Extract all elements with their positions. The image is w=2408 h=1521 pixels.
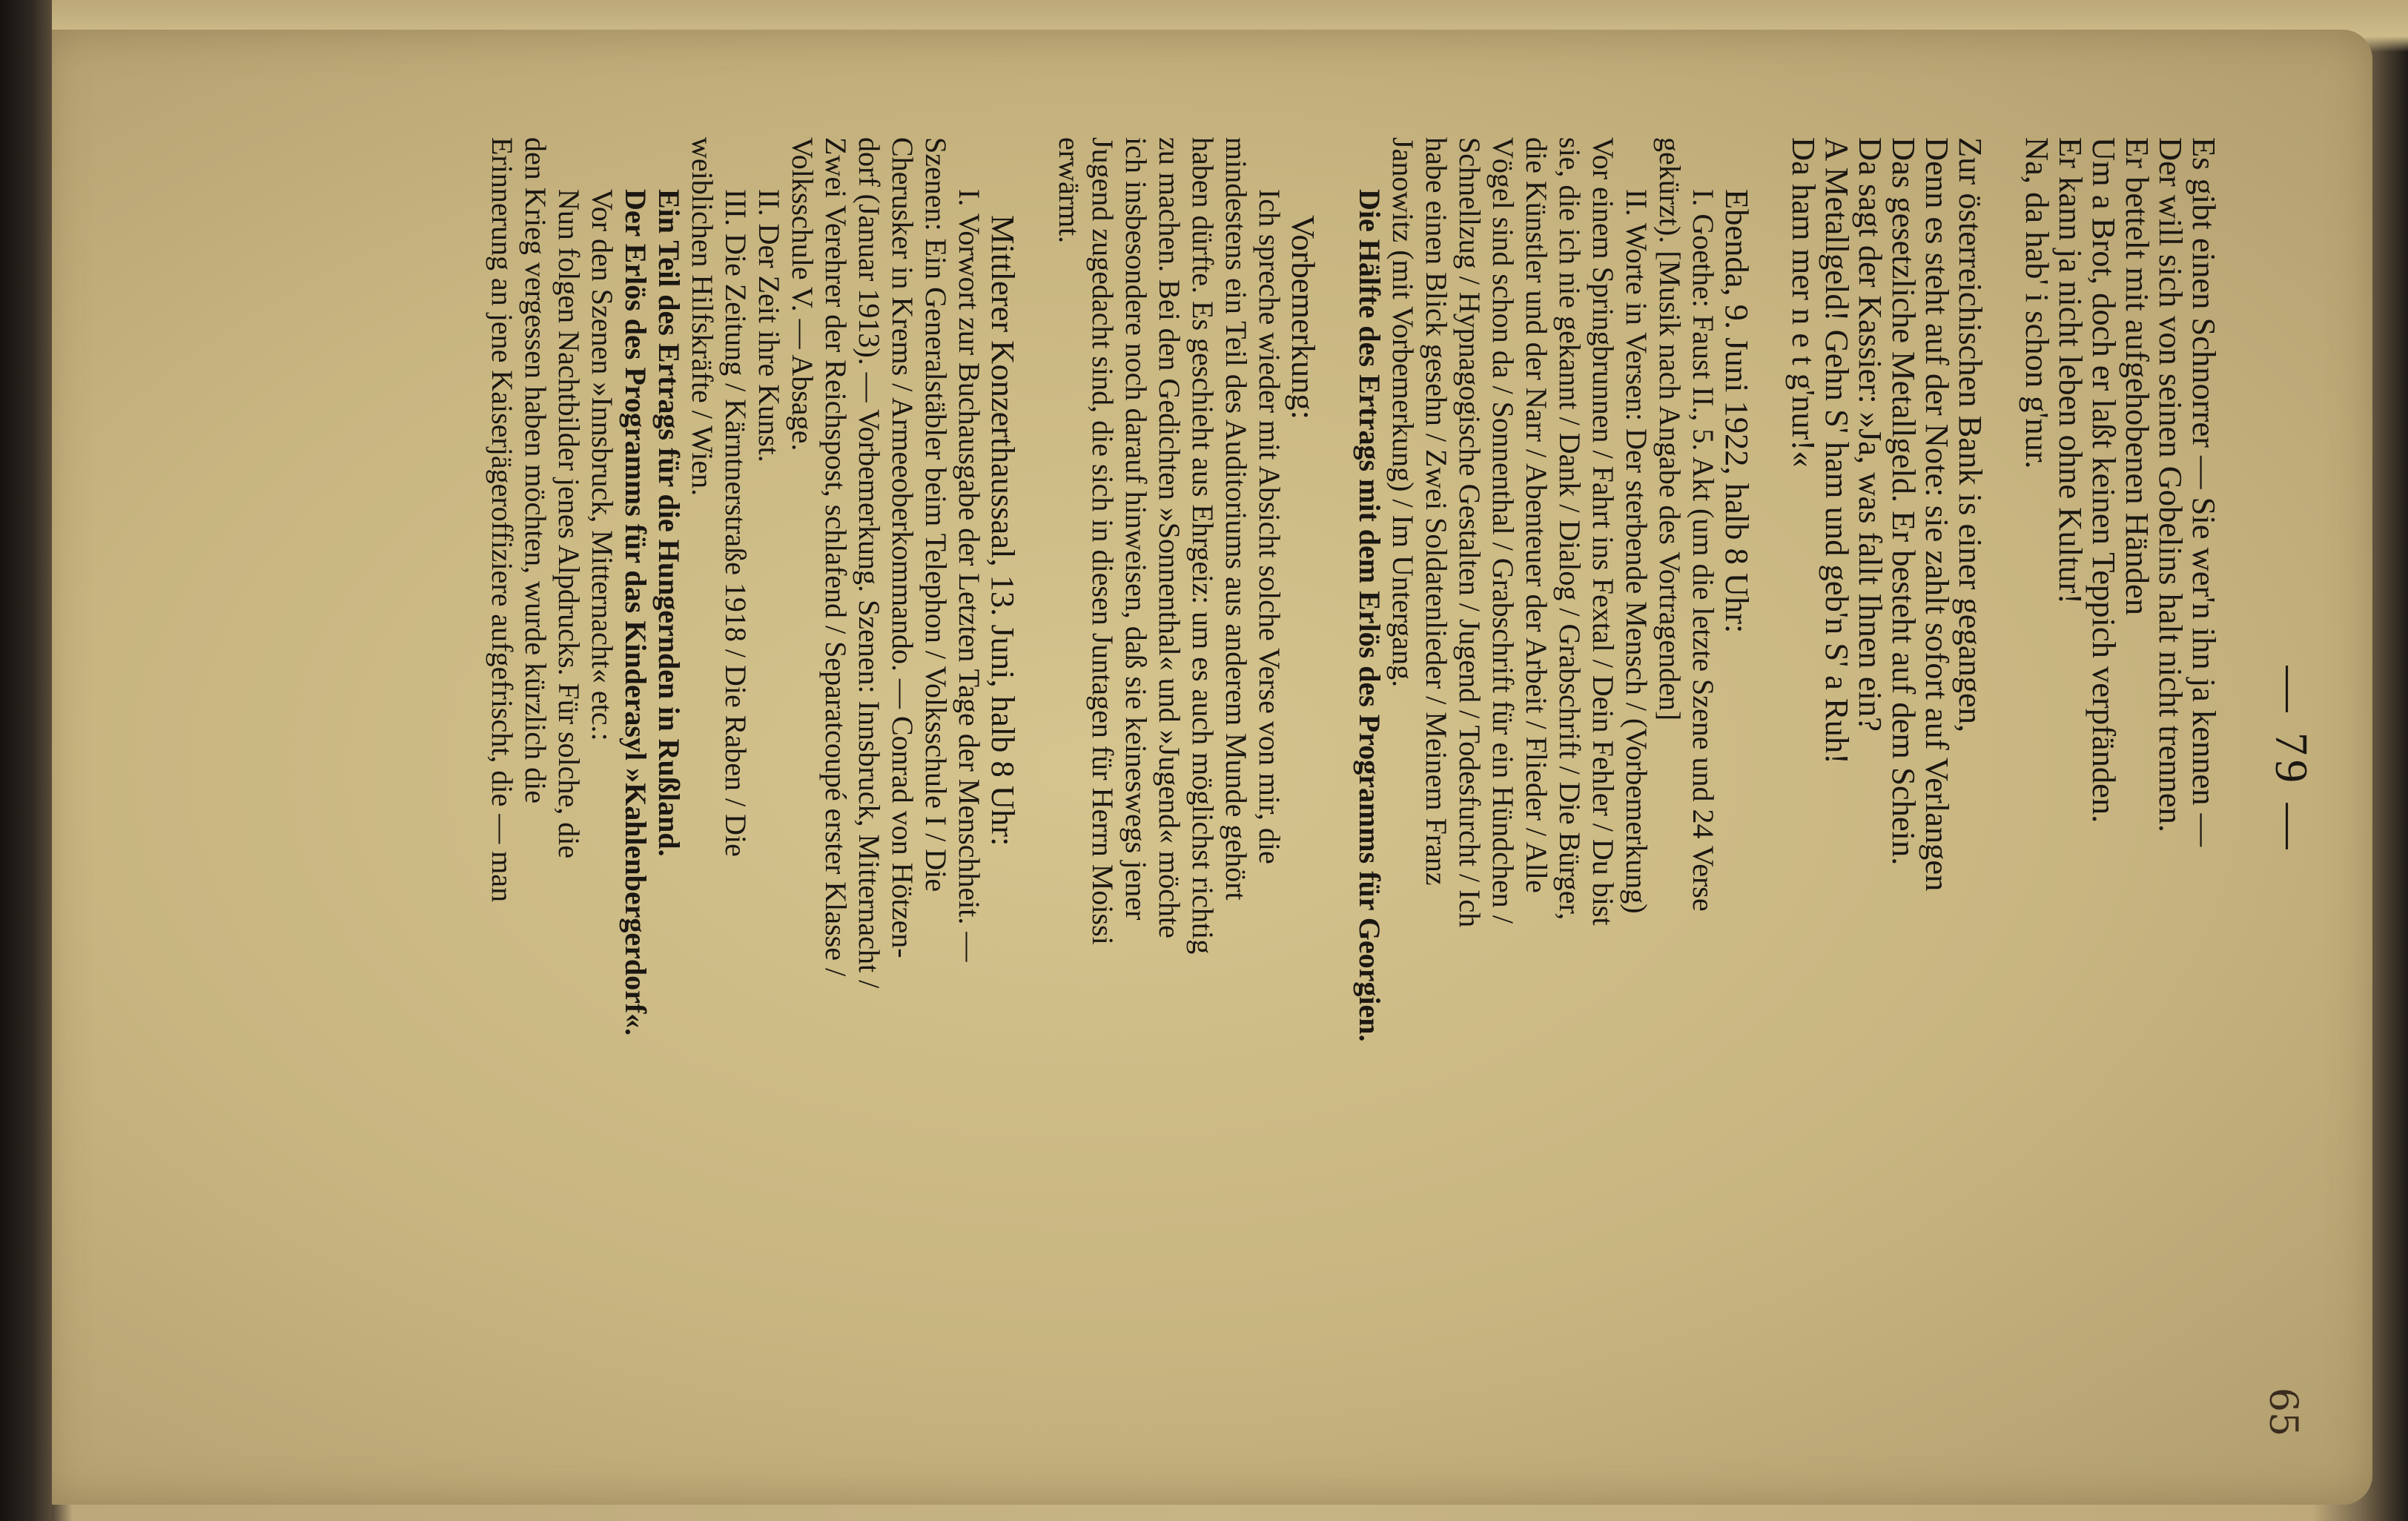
verse-line: A Metallgeld! Gehn S' ham und geb'n S' a Ruh! (1819, 137, 1856, 764)
preface-line: ich insbesondere noch darauf hinweisen, daß sie keineswegs jener (1119, 137, 1153, 921)
proceeds-note: Ein Teil des Ertrags für die Hungernden in Rußland. (652, 189, 686, 857)
program-line: weiblichen Hilfskräfte / Wien. (686, 137, 719, 497)
verse-line: Um a Brot, doch er laßt keinen Teppich verpfänden. (2086, 137, 2123, 824)
proceeds-note: Die Hälfte des Ertrags mit dem Erlös des Programms für Georgien. (1353, 189, 1386, 1042)
program-line: gekürzt). [Musik nach Angabe des Vortragenden] (1653, 137, 1687, 721)
preface-line: erwärmt. (1053, 137, 1086, 244)
page-number: — 79 — (2266, 666, 2316, 854)
preface-line: haben dürfte. Es geschieht aus Ehrgeiz: um es auch möglichst richtig (1186, 137, 1220, 955)
rotated-text-block (315, 137, 2317, 1382)
program-line: I. Vorwort zur Buchausgabe der Letzten Tage der Menschheit. — (953, 189, 986, 962)
verse-line: Er kann ja nicht leben ohne Kultur! (2052, 137, 2089, 605)
program-line: dorf (Januar 1913). — Vorbemerkung. Szenen: Innsbruck, Mitternacht / (853, 137, 886, 989)
event-heading: Mittlerer Konzerthaussaal, 13. Juni, halb 8 Uhr: (985, 215, 1022, 846)
program-line: habe einen Blick gesehn / Zwei Soldatenlieder / Meinem Franz (1420, 137, 1453, 886)
verse-line: Das gesetzliche Metallgeld. Er besteht auf dem Schein. (1885, 137, 1922, 866)
preface-line: zu machen. Bei den Gedichten »Sonnenthal« und »Jugend« möchte (1153, 137, 1186, 938)
preface-line: Erinnerung an jene Kaiserjägeroffiziere aufgefrischt, die — man (486, 137, 519, 903)
program-line: II. Worte in Versen: Der sterbende Mensch / (Vorbemerkung) (1620, 189, 1653, 914)
program-line: Vögel sind schon da / Sonnenthal / Grabschrift für ein Hündchen / (1486, 137, 1520, 924)
proceeds-note: Der Erlös des Programms für das Kinderasyl »Kahlenbergerdorf«. (619, 189, 652, 1036)
book-spine (0, 0, 52, 1521)
program-line: Volksschule V. — Absage. (786, 137, 819, 451)
verse-line: Der will sich von seinen Gobelins halt nicht trennen. (2152, 137, 2189, 832)
event-heading: Ebenda, 9. Juni 1922, halb 8 Uhr: (1719, 189, 1756, 634)
preface-line: Jugend zugedacht sind, die sich in diesen Juntagen für Herrn Moissi (1086, 137, 1119, 945)
program-line: die Künstler und der Narr / Abenteuer der Arbeit / Flieder / Alle (1520, 137, 1553, 893)
program-line: Janowitz (mit Vorbemerkung) / Im Untergang. (1386, 137, 1420, 688)
preface-line: Vor den Szenen »Innsbruck, Mitternacht« etc.: (586, 189, 619, 741)
program-line: Vor einem Springbrunnen / Fahrt ins Fextal / Dein Fehler / Du bist (1587, 137, 1620, 926)
program-line: Zwei Verehrer der Reichspost, schlafend / Separatcoupé erster Klasse / (819, 137, 853, 977)
verse-line: Da ham mer n e t g'nur!« (1785, 137, 1822, 468)
preface-heading: Vorbemerkung: (1285, 215, 1322, 420)
preface-line: den Krieg vergessen haben möchten, wurde kürzlich die (519, 137, 552, 803)
program-line: III. Die Zeitung / Kärntnerstraße 1918 / Die Raben / Die (719, 189, 752, 857)
program-line: II. Der Zeit ihre Kunst. (752, 189, 786, 463)
preface-line: mindestens ein Teil des Auditoriums aus anderem Munde gehört (1220, 137, 1253, 901)
preface-line: Nun folgen Nachtbilder jenes Alpdrucks. Für solche, die (552, 189, 586, 859)
program-line: Szenen: Ein Generalstäbler beim Telephon / Volksschule I / Die (919, 137, 953, 892)
program-line: Cherusker in Krems / Armeeoberkommando. — Conrad von Hötzen- (886, 137, 919, 958)
verse-line: Na, da hab' i schon g'nur. (2019, 137, 2056, 469)
program-line: sie, die ich nie gekannt / Dank / Dialog / Grabschrift / Die Bürger, (1553, 137, 1587, 921)
verse-line: Da sagt der Kassier: »Ja, was fallt Ihnen ein? (1852, 137, 1889, 732)
program-line: I. Goethe: Faust II., 5. Akt (um die letzte Szene und 24 Verse (1687, 189, 1720, 912)
svg-text:65: 65 (2260, 1387, 2305, 1437)
handwritten-page-number (2246, 1386, 2313, 1438)
page-body (486, 137, 2223, 1382)
verse-line: Er bettelt mit aufgehobenen Händen (2119, 137, 2156, 616)
verse-line: Denn es steht auf der Note: sie zahlt sofort auf Verlangen (1919, 137, 1956, 892)
verse-line: Es gibt einen Schnorrer — Sie wer'n ihn ja kennen — (2186, 137, 2223, 847)
preface-line: Ich spreche wieder mit Absicht solche Verse von mir, die (1253, 189, 1286, 864)
program-line: Schnellzug / Hypnagogische Gestalten / Jugend / Todesfurcht / Ich (1453, 137, 1486, 928)
verse-line: Zur österreichischen Bank is einer gegangen, (1952, 137, 1989, 733)
